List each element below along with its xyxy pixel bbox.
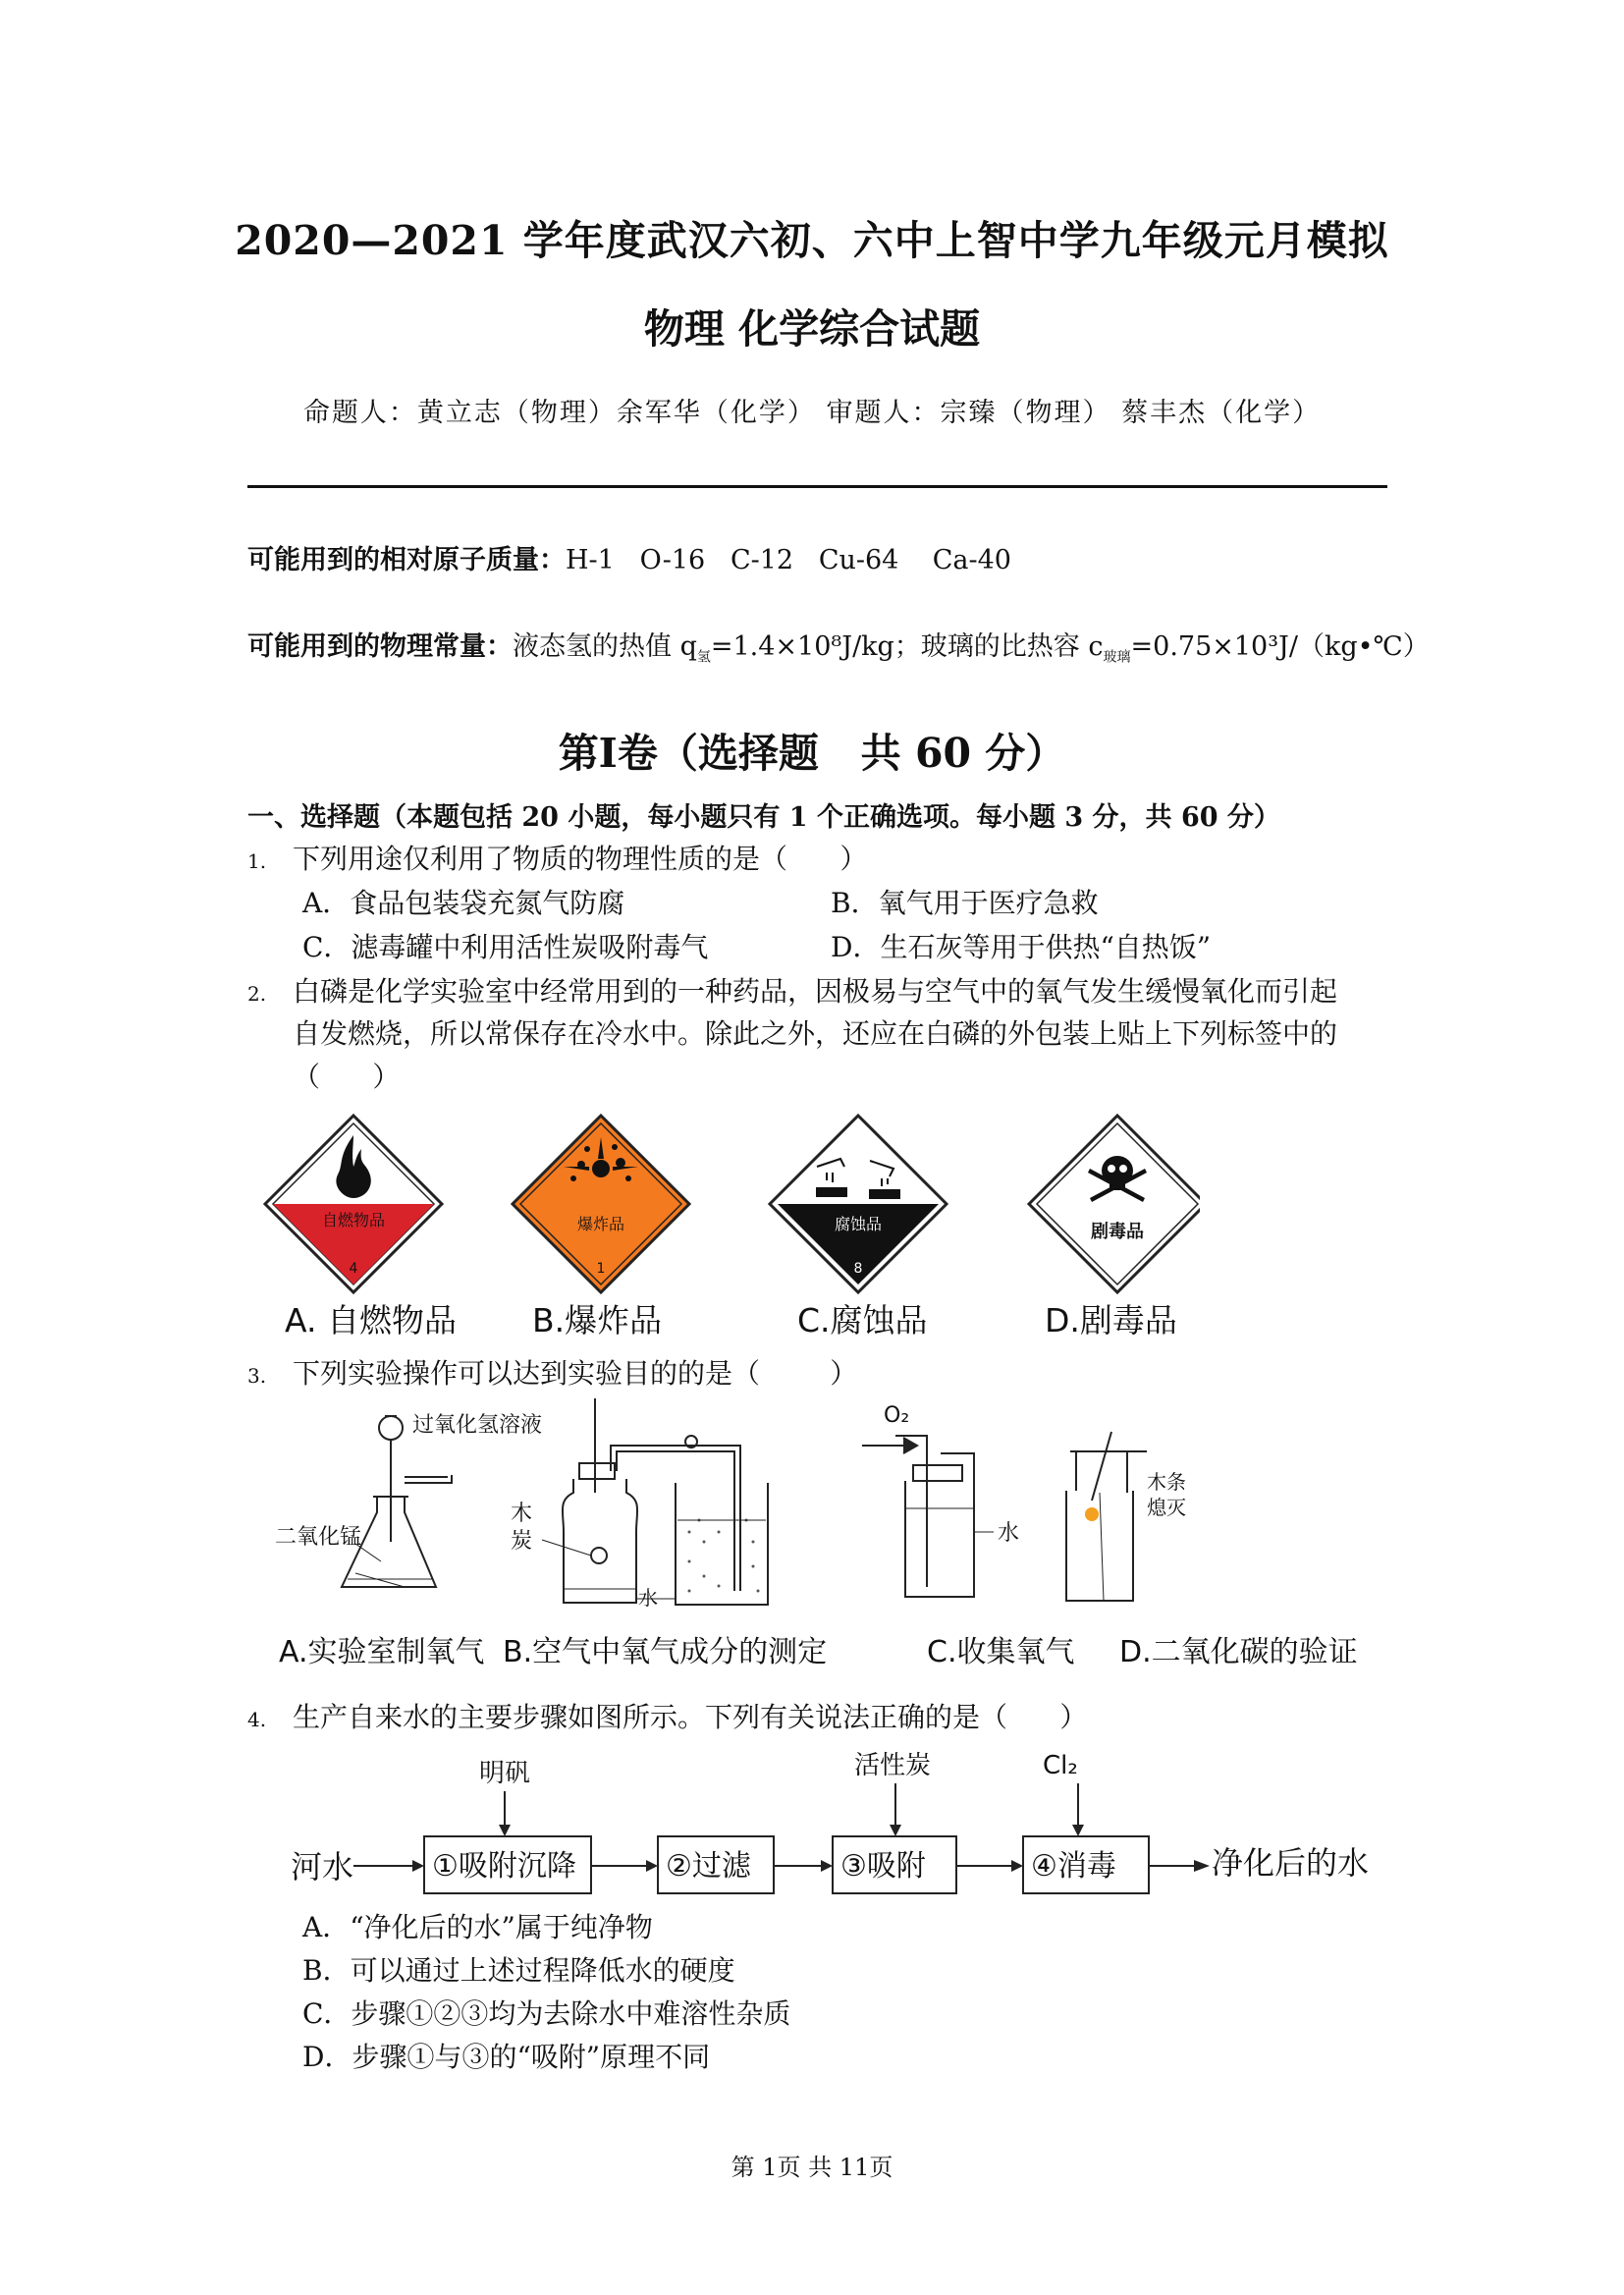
q4-option-c[interactable]: C．步骤①②③均为去除水中难溶性杂质 [302, 1997, 791, 2030]
q1-option-b[interactable]: B．氧气用于医疗急救 [831, 887, 1099, 919]
water-label-c: 水 [998, 1521, 1020, 1546]
sign-d-toxic[interactable] [1029, 1116, 1200, 1292]
sign-label-a: A. 自燃物品 [285, 1301, 457, 1339]
sign-c-corrosive[interactable] [770, 1116, 947, 1292]
sign-a-number: 4 [349, 1261, 358, 1277]
beaker-water-dots [688, 1519, 760, 1593]
question-1 [247, 838, 867, 877]
question-stem: 下列用途仅利用了物质的物理性质的是（ ） [293, 843, 868, 875]
physics-constants-label: 可能用到的物理常量： [247, 631, 513, 662]
sign-label-c: C.腐蚀品 [797, 1301, 928, 1339]
physics-constants-line [247, 625, 1430, 666]
stick-label-2: 熄灭 [1147, 1496, 1186, 1519]
water-process-diagram [287, 1744, 1406, 1911]
q4-option-a[interactable]: A．“净化后的水”属于纯净物 [302, 1911, 653, 1943]
step3-label: ③吸附 [840, 1849, 926, 1884]
apparatus-c [862, 1436, 994, 1597]
exp-label-c: C.收集氧气 [927, 1635, 1075, 1669]
output-label: 净化后的水 [1212, 1844, 1370, 1882]
q2-stem-line2: 自发燃烧，所以常保存在冷水中。除此之外，还应在白磷的外包装上贴上下列标签中的 [293, 1017, 1338, 1050]
exp-label-b: B.空气中氧气成分的测定 [503, 1635, 828, 1669]
question-number: 3. [247, 1364, 267, 1388]
exp-label-a: A.实验室制氧气 [279, 1635, 485, 1669]
authors-line: 命题人：黄立志（物理）余军华（化学） 审题人：宗臻（物理） 蔡丰杰（化学） [302, 398, 1322, 428]
apparatus-b [563, 1398, 768, 1605]
sign-a-text: 自燃物品 [321, 1211, 386, 1229]
sign-b-explosive[interactable] [513, 1116, 689, 1292]
stick-label-1: 木条 [1147, 1470, 1186, 1494]
river-water-label: 河水 [291, 1848, 354, 1885]
o2-label: O₂ [884, 1403, 910, 1428]
part-title: 一、选择题（本题包括 20 小题，每小题只有 1 个正确选项。每小题 3 分，共 60 分） [247, 802, 1280, 833]
chlorine-label: Cl₂ [1043, 1751, 1078, 1780]
hydrogen-subscript: 氢 [696, 649, 711, 666]
step2-label: ②过滤 [666, 1849, 751, 1884]
mno2-label: 二氧化锰 [275, 1525, 362, 1550]
page-footer: 第 1页 共 11页 [731, 2154, 893, 2181]
step1-label: ①吸附沉降 [432, 1849, 576, 1884]
experiment-figure [267, 1394, 1308, 1640]
water-label-b: 水 [638, 1586, 658, 1610]
hazard-signs-figure [257, 1108, 1200, 1306]
q4-option-d[interactable]: D．步骤①与③的“吸附”原理不同 [302, 2041, 711, 2073]
apparatus-a [342, 1416, 452, 1587]
activated-carbon-label: 活性炭 [854, 1751, 932, 1780]
atomic-mass-label: 可能用到的相对原子质量： [247, 545, 566, 575]
q1-option-a[interactable]: A．食品包装袋充氮气防腐 [302, 887, 625, 919]
charcoal-label-2: 炭 [511, 1529, 533, 1554]
sign-c-text: 腐蚀品 [834, 1215, 883, 1233]
exp-label-d: D.二氧化碳的验证 [1119, 1635, 1358, 1669]
sign-label-d: D.剧毒品 [1045, 1301, 1177, 1339]
question-stem-line1: 白磷是化学实验室中经常用到的一种药品，因极易与空气中的氧气发生缓慢氧化而引起 [293, 975, 1338, 1008]
question-3 [247, 1352, 857, 1392]
q1-option-c[interactable]: C．滤毒罐中利用活性炭吸附毒气 [302, 931, 709, 963]
q4-option-b[interactable]: B．可以通过上述过程降低水的硬度 [302, 1954, 735, 1987]
question-number: 4. [247, 1708, 267, 1731]
sign-b-number: 1 [596, 1261, 606, 1277]
hydrogen-heat-value: 液态氢的热值 q [513, 631, 697, 662]
question-stem: 下列实验操作可以达到实验目的的是（ ） [293, 1357, 858, 1390]
hydrogen-value: =1.4×10⁸J/kg；玻璃的比热容 c [710, 631, 1104, 662]
question-number: 2. [247, 982, 267, 1006]
sign-b-text: 爆炸品 [576, 1215, 625, 1233]
h2o2-label: 过氧化氢溶液 [412, 1413, 543, 1438]
apparatus-d [1066, 1432, 1147, 1601]
question-2 [247, 970, 1337, 1010]
header-divider [247, 485, 1387, 488]
q1-option-d[interactable]: D．生石灰等用于供热“自热饭” [831, 931, 1212, 963]
question-4 [247, 1696, 1087, 1735]
glass-subscript: 玻璃 [1103, 649, 1131, 666]
alum-label: 明矾 [479, 1759, 531, 1788]
sign-label-b: B.爆炸品 [532, 1301, 663, 1339]
atomic-mass-values: H-1 O-16 C-12 Cu-64 Ca-40 [566, 545, 1011, 575]
section-title: 第Ⅰ卷（选择题 共 60 分） [558, 730, 1066, 777]
question-stem: 生产自来水的主要步骤如图所示。下列有关说法正确的是（ ） [293, 1701, 1088, 1733]
step4-label: ④消毒 [1031, 1849, 1116, 1884]
question-number: 1. [247, 849, 267, 873]
exam-title: 2020—2021 学年度武汉六初、六中上智中学九年级元月模拟 [235, 217, 1389, 264]
q2-stem-line3: （ ） [293, 1061, 401, 1093]
exam-subtitle: 物理 化学综合试题 [643, 305, 981, 353]
charcoal-label-1: 木 [511, 1502, 533, 1526]
glass-heat-capacity: =0.75×10³J/（kg•℃） [1130, 631, 1430, 662]
sign-a-spontaneous-combustion[interactable] [265, 1116, 442, 1292]
sign-d-text: 剧毒品 [1091, 1222, 1144, 1242]
atomic-mass-line [247, 538, 1011, 576]
sign-c-number: 8 [853, 1261, 863, 1277]
